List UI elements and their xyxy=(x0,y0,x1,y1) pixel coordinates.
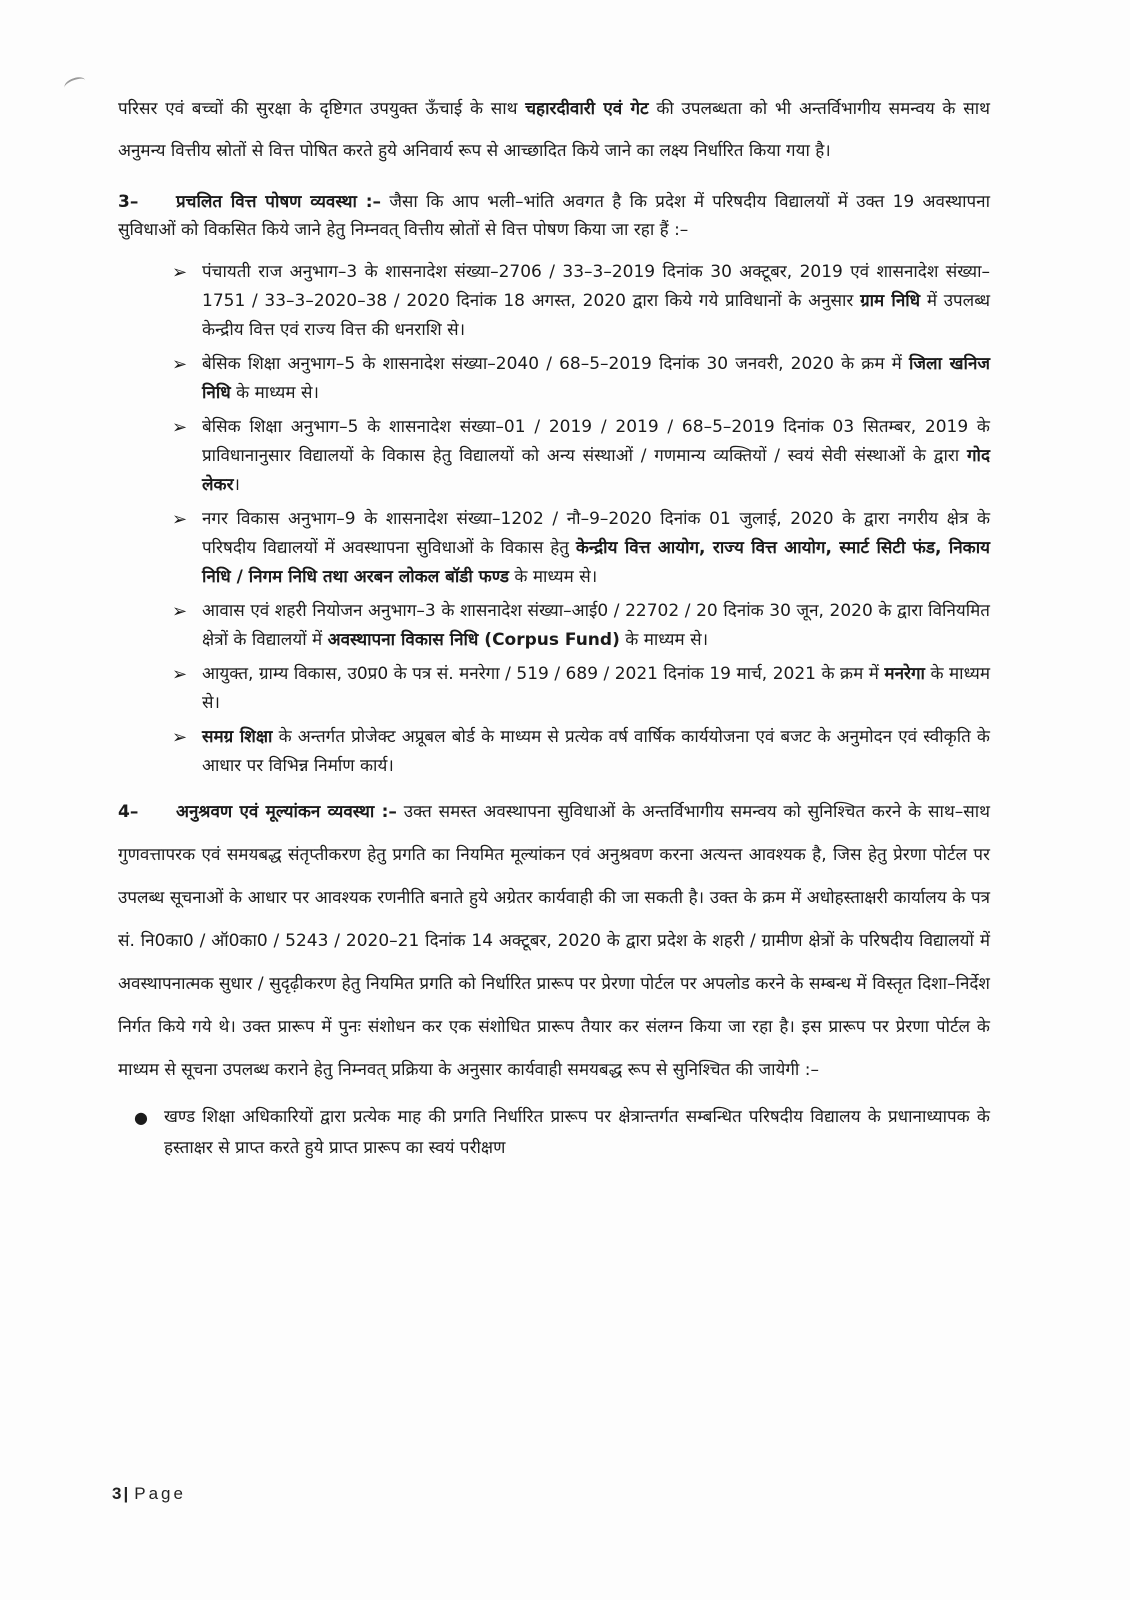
arrow-bullet-icon: ➢ xyxy=(172,727,188,748)
document-body xyxy=(118,88,990,1164)
footer-separator: | xyxy=(123,1484,129,1503)
procedure-list xyxy=(118,1102,990,1164)
item-text: पंचायती राज अनुभाग–3 के शासनादेश संख्या–2706 / 33–3–2019 दिनांक 30 अक्टूबर, 2019 एवं शासनादेश संख्या–1751 / 33–3–2020–38 / 2020 दिनांक 18 अगस्त, 2020 द्वारा किये गये प्राविधानों के अनुसार xyxy=(202,262,990,311)
funding-sources-list xyxy=(118,258,990,781)
intro-text-start: परिसर एवं बच्चों की सुरक्षा के दृष्टिगत उपयुक्त ऊँचाई के साथ xyxy=(118,99,526,119)
funding-source-item xyxy=(172,723,990,781)
item-bold-text: केन्द्रीय वित्त आयोग, राज्य वित्त आयोग, स्मार्ट सिटी फंड, निकाय निधि / निगम निधि तथा अरबन लोकल बॉडी फण्ड xyxy=(202,538,990,587)
item-bold-text: ग्राम निधि xyxy=(860,291,921,311)
page-number: 3 xyxy=(112,1484,122,1503)
item-bold-text: मनरेगा xyxy=(884,664,925,684)
section-3-text: जैसा कि आप भली–भांति अवगत है कि प्रदेश में परिषदीय विद्यालयों में उक्त 19 अवस्थापना सुविधाओं को विकसित किये जाने हेतु निम्नवत् वित्तीय स्रोतों से वित्त पोषण किया जा रहा हैं :– xyxy=(118,192,990,240)
item-text: नगर विकास अनुभाग–9 के शासनादेश संख्या–1202 / नौ–9–2020 दिनांक 01 जुलाई, 2020 के द्वारा नगरीय क्षेत्र के परिषदीय विद्यालयों में अवस्थापना सुविधाओं के विकास हेतु xyxy=(202,509,990,558)
funding-source-item xyxy=(172,660,990,718)
arrow-bullet-icon: ➢ xyxy=(172,664,188,685)
section-4-text: उक्त समस्त अवस्थापना सुविधाओं के अन्तर्विभागीय समन्वय को सुनिश्चित करने के साथ–साथ गुणवत्तापरक एवं समयबद्ध संतृप्तीकरण हेतु प्रगति का नियमित मूल्यांकन एवं अनुश्रवण करना अत्यन्त आवश्यक है, जिस हेतु प्रेरणा पोर्टल पर उपलब्ध सूचनाओं के आधार पर आवश्यक रणनीति बनाते हुये अग्रेतर कार्यवाही की जा सकती है। उक्त के क्रम में अधोहस्ताक्षरी कार्यालय के पत्र सं. नि0का0 / ऑ0का0 / 5243 / 2020–21 दिनांक 14 अक्टूबर, 2020 के द्वारा प्रदेश के शहरी / ग्रामीण क्षेत्रों के परिषदीय विद्यालयों में अवस्थापनात्मक सुधार / सुदृढ़ीकरण हेतु नियमित प्रगति को निर्धारित प्रारूप पर प्रेरणा पोर्टल पर अपलोड करने के सम्बन्ध में विस्तृत दिशा–निर्देश निर्गत किये गये थे। उक्त प्रारूप में पुनः संशोधन कर एक संशोधित प्रारूप तैयार कर संलग्न किया जा रहा है। इस प्रारूप पर प्रेरणा पोर्टल के माध्यम से सूचना उपलब्ध कराने हेतु निम्नवत् प्रक्रिया के अनुसार कार्यवाही समयबद्ध रूप से सुनिश्चित की जायेगी :– xyxy=(118,802,990,1080)
item-text-end: के माध्यम से। xyxy=(202,664,990,713)
item-text: आयुक्त, ग्राम्य विकास, उ0प्र0 के पत्र सं. मनरेगा / 519 / 689 / 2021 दिनांक 19 मार्च, 2021 के क्रम में xyxy=(202,664,885,684)
scan-artifact xyxy=(63,75,88,94)
item-bold-text: अवस्थापना विकास निधि (Corpus Fund) xyxy=(327,630,620,650)
item-text: बेसिक शिक्षा अनुभाग–5 के शासनादेश संख्या–2040 / 68–5–2019 दिनांक 30 जनवरी, 2020 के क्रम में xyxy=(202,354,910,374)
item-text-end: के माध्यम से। xyxy=(230,383,319,403)
arrow-bullet-icon: ➢ xyxy=(172,509,188,530)
arrow-bullet-icon: ➢ xyxy=(172,354,188,375)
item-bold-text: समग्र शिक्षा xyxy=(202,727,273,747)
funding-source-item xyxy=(172,597,990,655)
item-text-end: के माध्यम से। xyxy=(619,630,709,650)
item-text-end: के माध्यम से। xyxy=(508,567,598,587)
item-text-end: के अन्तर्गत प्रोजेक्ट अप्रूबल बोर्ड के माध्यम से प्रत्येक वर्ष वार्षिक कार्ययोजना एवं बजट के अनुमोदन एवं स्वीकृति के आधार पर विभिन्न निर्माण कार्य। xyxy=(202,727,990,776)
item-text: बेसिक शिक्षा अनुभाग–5 के शासनादेश संख्या–01 / 2019 / 2019 / 68–5–2019 दिनांक 03 सितम्बर, 2019 के प्राविधानानुसार विद्यालयों के विकास हेतु विद्यालयों को अन्य संस्थाओं / गणमान्य व्यक्तियों / स्वयं सेवी संस्थाओं के द्वारा xyxy=(202,417,990,466)
intro-bold-text: चहारदीवारी एवं गेट xyxy=(525,99,649,119)
page-footer xyxy=(112,1484,186,1504)
dot-bullet-icon: ● xyxy=(134,1108,148,1127)
item-text-end: में उपलब्ध केन्द्रीय वित्त एवं राज्य वित्त की धनराशि से। xyxy=(202,291,990,340)
funding-source-item xyxy=(172,413,990,500)
funding-source-item xyxy=(172,258,990,345)
item-bold-text: जिला खनिज निधि xyxy=(202,354,990,403)
intro-paragraph xyxy=(118,88,990,172)
item-bold-text: गोद लेकर xyxy=(202,446,990,495)
intro-text-end: की उपलब्धता को भी अन्तर्विभागीय समन्वय के साथ अनुमन्य वित्तीय स्रोतों से वित्त पोषित करते हुये अनिवार्य रूप से आच्छादित किये जाने का लक्ष्य निर्धारित किया गया है। xyxy=(118,99,990,161)
item-text-end: । xyxy=(233,475,240,495)
arrow-bullet-icon: ➢ xyxy=(172,601,188,622)
section-4-paragraph xyxy=(118,791,990,1092)
section-3-number: 3– xyxy=(118,192,139,212)
section-4-number: 4– xyxy=(118,802,139,822)
arrow-bullet-icon: ➢ xyxy=(172,262,188,283)
funding-source-item xyxy=(172,350,990,408)
funding-source-item xyxy=(172,505,990,592)
procedure-item xyxy=(134,1102,990,1164)
section-3-heading: प्रचलित वित्त पोषण व्यवस्था :– xyxy=(176,192,382,212)
arrow-bullet-icon: ➢ xyxy=(172,417,188,438)
section-4-heading: अनुश्रवण एवं मूल्यांकन व्यवस्था :– xyxy=(176,802,397,822)
item-text: आवास एवं शहरी नियोजन अनुभाग–3 के शासनादेश संख्या–आई0 / 22702 / 20 दिनांक 30 जून, 2020 के द्वारा विनियमित क्षेत्रों के विद्यालयों में xyxy=(202,601,990,650)
page-label: Page xyxy=(134,1484,186,1503)
procedure-item-text: खण्ड शिक्षा अधिकारियों द्वारा प्रत्येक माह की प्रगति निर्धारित प्रारूप पर क्षेत्रान्तर्गत सम्बन्धित परिषदीय विद्यालय के प्रधानाध्यापक के हस्ताक्षर से प्राप्त करते हुये प्राप्त प्रारूप का स्वयं परीक्षण xyxy=(164,1107,990,1158)
section-3-paragraph xyxy=(118,188,990,244)
